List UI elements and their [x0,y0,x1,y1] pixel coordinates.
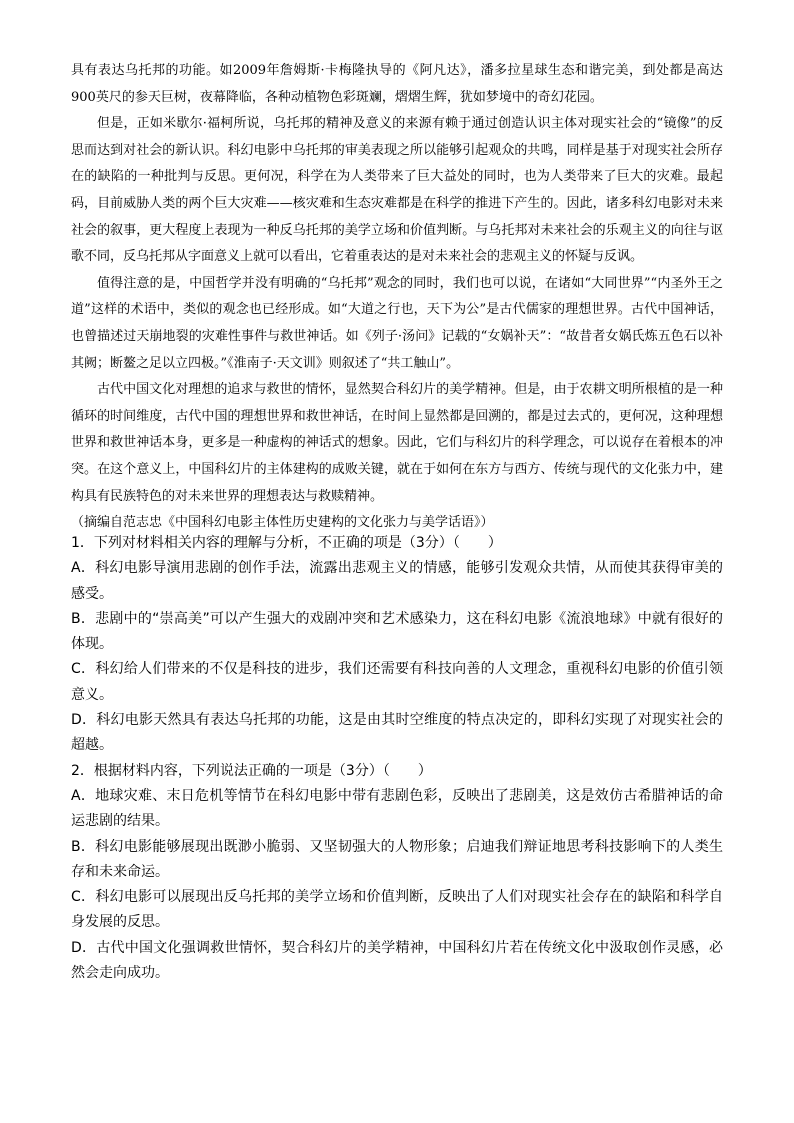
question-option: D．科幻电影天然具有表达乌托邦的功能，这是由其时空维度的特点决定的，即科幻实现了对现实社会的超越。 [71,712,723,754]
passage-paragraph: 具有表达乌托邦的功能。如2009年詹姆斯·卡梅隆执导的《阿凡达》，潘多拉星球生态和谐完美，到处都是高达900英尺的参天巨树，夜幕降临，各种动植物色彩斑斓，熠熠生辉，犹如梦境中的奇幻花园。 [71,63,723,105]
question-stem: 2．根据材料内容，下列说法正确的一项是（3分）（ ） [71,762,432,779]
passage-source: （摘编自范志忠《中国科幻电影主体性历史建构的文化张力与美学话语》） [71,515,494,531]
question-2 [71,759,723,987]
question-option: A．地球灾难、末日危机等情节在科幻电影中带有悲剧色彩，反映出了悲剧美，这是效仿古希腊神话的命运悲剧的结果。 [71,787,723,830]
question-option: B．悲剧中的“崇高美”可以产生强大的戏剧冲突和艺术感染力，这在科幻电影《流浪地球》中就有很好的体现。 [71,610,723,653]
question-option: A．科幻电影导演用悲剧的创作手法，流露出悲观主义的情感，能够引发观众共情，从而使其获得审美的感受。 [71,560,723,602]
question-stem: 1．下列对材料相关内容的理解与分析，不正确的项是（3分）（ ） [71,535,502,551]
question-option: B．科幻电影能够展现出既渺小脆弱、又坚韧强大的人物形象；启迪我们辩证地思考科技影响下的人类生存和未来命运。 [71,838,723,880]
question-list [71,531,723,986]
passage-paragraph: 值得注意的是，中国哲学并没有明确的“乌托邦”观念的同时，我们也可以说，在诸如“大同世界”“内圣外王之道”这样的术语中，类似的观念也已经形成。如“大道之行也，天下为公”是古代儒家的理想世界。古代中国神话，也曾描述过天崩地裂的灾难性事件与救世神话。如《列子·汤问》记载的“女娲补天”：“故昔者女娲氏炼五色石以补其阙；断鳌之足以立四极。”《淮南子·天文训》则叙述了“共工触山”。 [71,275,723,371]
passage-paragraph: 古代中国文化对理想的追求与救世的情怀，显然契合科幻片的美学精神。但是，由于农耕文明所根植的是一种循环的时间维度，古代中国的理想世界和救世神话，在时间上显然都是回溯的，都是过去式的，更何况，这种理想世界和救世神话本身，更多是一种虚构的神话式的想象。因此，它们与科幻片的科学理念，可以说存在着根本的冲突。在这个意义上，中国科幻片的主体建构的成败关键，就在于如何在东方与西方、传统与现代的文化张力中，建构具有民族特色的对未来世界的理想表达与救赎精神。 [71,382,723,504]
question-option: D．古代中国文化强调救世情怀，契合科幻片的美学精神，中国科幻片若在传统文化中汲取创作灵感，必然会走向成功。 [71,939,723,982]
passage-paragraph: 但是，正如米歇尔·福柯所说，乌托邦的精神及意义的来源有赖于通过创造认识主体对现实社会的“镜像”的反思而达到对社会的新认识。科幻电影中乌托邦的审美表现之所以能够引起观众的共鸣，同样是基于对现实社会所存在的缺陷的一种批判与反思。更何况，科学在为人类带来了巨大益处的同时，也为人类带来了巨大的灾难。最起码，目前威胁人类的两个巨大灾难——核灾难和生态灾难都是在科学的推进下产生的。因此，诸多科幻电影对未来社会的叙事，更大程度上表现为一种反乌托邦的美学立场和价值判断。与乌托邦对未来社会的乐观主义的向往与讴歌不同，反乌托邦从字面意义上就可以看出，它着重表达的是对未来社会的悲观主义的怀疑与反讽。 [71,116,723,265]
question-option: C．科幻电影可以展现出反乌托邦的美学立场和价值判断，反映出了人们对现实社会存在的缺陷和科学自身发展的反思。 [71,889,723,931]
reading-passage [71,58,723,537]
question-option: C．科幻给人们带来的不仅是科技的进步，我们还需要有科技向善的人文理念，重视科幻电影的价值引领意义。 [71,661,723,703]
question-1 [71,531,723,759]
